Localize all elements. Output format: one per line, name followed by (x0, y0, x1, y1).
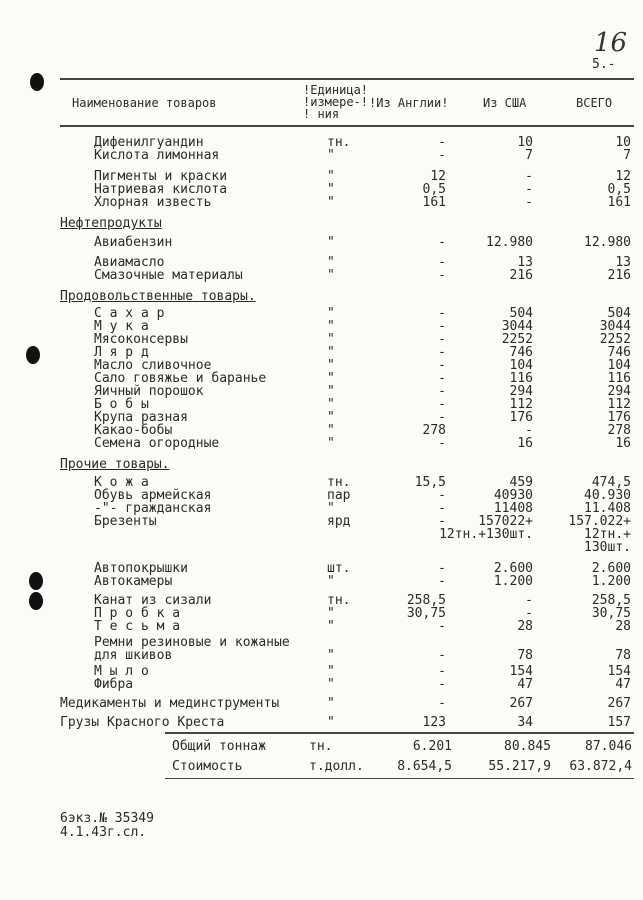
item-unit: пар (327, 488, 351, 503)
item-name: Автокамеры (94, 574, 173, 589)
item-total: 2252 (599, 332, 631, 347)
item-total: 154 (607, 664, 631, 679)
item-total: 47 (615, 677, 631, 692)
item-total: 12 (615, 169, 631, 184)
section-heading: Прочие товары. (60, 457, 170, 472)
item-usa: 504 (509, 306, 533, 321)
item-usa: - (525, 169, 533, 184)
item-usa: 294 (509, 384, 533, 399)
item-total: 10 (615, 135, 631, 150)
item-england: - (438, 332, 446, 347)
item-usa: 116 (509, 371, 533, 386)
handwritten-page-number: 16 (594, 28, 628, 58)
item-name: Натриевая кислота (94, 182, 228, 197)
item-total: 13 (615, 255, 631, 270)
item-unit: " (327, 648, 335, 663)
item-total: 7 (623, 148, 631, 163)
item-england: - (438, 135, 446, 150)
item-usa: 157022+ (478, 514, 533, 529)
item-name: Семена огородные (94, 436, 220, 451)
item-name: Дифенилгуандин (94, 135, 204, 150)
item-usa: 47 (517, 677, 533, 692)
item-total: 116 (607, 371, 631, 386)
item-england: - (438, 358, 446, 373)
item-usa: - (525, 606, 533, 621)
item-name: -"- гражданская (94, 501, 212, 516)
section-heading: Продовольственные товары. (60, 289, 256, 304)
punch-hole (29, 572, 43, 590)
total-total: 87.046 (585, 739, 632, 754)
item-unit: " (327, 619, 335, 634)
total-label: Стоимость (172, 759, 243, 774)
header-unit: !Единица! !измере-! ! ния (303, 83, 369, 121)
item-usa: 2.600 (493, 561, 533, 576)
item-usa: 104 (509, 358, 533, 373)
item-unit: ярд (327, 514, 351, 529)
item-england: 278 (422, 423, 446, 438)
total-total: 63.872,4 (569, 759, 632, 774)
table-top-rule (60, 78, 634, 80)
item-unit: " (327, 306, 335, 321)
item-name: Авиамасло (94, 255, 165, 270)
item-name: Грузы Красного Креста (60, 715, 225, 730)
item-england: - (438, 574, 446, 589)
item-usa: 28 (517, 619, 533, 634)
item-england: - (438, 371, 446, 386)
item-total: 216 (607, 268, 631, 283)
item-name: Пигменты и краски (94, 169, 228, 184)
section-heading: Нефтепродукты (60, 216, 162, 231)
item-name: Мясоконсервы (94, 332, 188, 347)
footer-date: 4.1.43г.сл. (60, 825, 147, 840)
item-usa: 2252 (501, 332, 533, 347)
item-england: - (438, 488, 446, 503)
item-usa: 13 (517, 255, 533, 270)
item-unit: " (327, 255, 335, 270)
item-england: - (438, 677, 446, 692)
item-name: Обувь армейская (94, 488, 212, 503)
item-unit: тн. (327, 135, 351, 150)
item-unit: " (327, 182, 335, 197)
item-england: - (438, 410, 446, 425)
item-total: 78 (615, 648, 631, 663)
item-usa: 112 (509, 397, 533, 412)
item-unit: " (327, 332, 335, 347)
item-name: Канат из сизали (94, 593, 212, 608)
item-name: П р о б к а (94, 606, 181, 621)
total-label: Общий тоннаж (172, 739, 266, 754)
item-total: 474,5 (591, 475, 631, 490)
item-unit: " (327, 235, 335, 250)
item-usa: 176 (509, 410, 533, 425)
item-name: Крупа разная (94, 410, 188, 425)
item-england: - (438, 268, 446, 283)
item-unit: " (327, 606, 335, 621)
item-england: - (438, 619, 446, 634)
item-name: Авиабензин (94, 235, 173, 250)
item-unit: " (327, 574, 335, 589)
item-england: 0,5 (422, 182, 446, 197)
total-unit: тн. (309, 739, 333, 754)
item-name: С а х а р (94, 306, 165, 321)
item-unit: " (327, 397, 335, 412)
item-unit: тн. (327, 593, 351, 608)
item-name: Т е с ь м а (94, 619, 181, 634)
item-usa: 746 (509, 345, 533, 360)
item-usa: 40930 (493, 488, 533, 503)
item-name: Ремни резиновые и кожаные (94, 635, 290, 650)
item-usa: 12тн.+130шт. (439, 527, 533, 542)
item-name: М у к а (94, 319, 149, 334)
item-unit: " (327, 664, 335, 679)
item-name: Фибра (94, 677, 134, 692)
item-england: 15,5 (414, 475, 446, 490)
item-total: 104 (607, 358, 631, 373)
total-usa: 80.845 (504, 739, 551, 754)
header-england: !Из Англии! (369, 96, 449, 110)
total-unit: т.долл. (309, 759, 364, 774)
header-total: ВСЕГО (576, 96, 613, 110)
item-total: 11.408 (584, 501, 631, 516)
item-total: 12тн.+ (584, 527, 631, 542)
item-unit: " (327, 371, 335, 386)
item-name: Сало говяжье и баранье (94, 371, 267, 386)
punch-hole (30, 73, 44, 91)
total-england: 8.654,5 (397, 759, 452, 774)
item-total: 3044 (599, 319, 631, 334)
item-usa: 216 (509, 268, 533, 283)
item-unit: " (327, 345, 335, 360)
item-england: - (438, 514, 446, 529)
item-england: 12 (430, 169, 446, 184)
item-unit: " (327, 696, 335, 711)
punch-hole (26, 346, 40, 364)
item-total: 157.022+ (568, 514, 631, 529)
item-name: Медикаменты и мединструменты (60, 696, 280, 711)
punch-hole (29, 592, 43, 610)
item-name: Брезенты (94, 514, 157, 529)
item-unit: " (327, 410, 335, 425)
item-usa: 7 (525, 148, 533, 163)
item-unit: " (327, 677, 335, 692)
item-unit: " (327, 384, 335, 399)
item-usa: 459 (509, 475, 533, 490)
item-england: - (438, 648, 446, 663)
item-usa: - (525, 195, 533, 210)
item-name: К о ж а (94, 475, 149, 490)
item-england: 30,75 (406, 606, 446, 621)
item-unit: " (327, 436, 335, 451)
item-england: 161 (422, 195, 446, 210)
item-england: - (438, 235, 446, 250)
item-unit: " (327, 169, 335, 184)
item-total: 0,5 (607, 182, 631, 197)
item-total: 294 (607, 384, 631, 399)
item-unit: " (327, 319, 335, 334)
item-total: 504 (607, 306, 631, 321)
item-england: 258,5 (406, 593, 446, 608)
item-total: 267 (607, 696, 631, 711)
page-number: 5.- (592, 57, 616, 72)
item-name: Хлорная известь (94, 195, 212, 210)
item-total: 28 (615, 619, 631, 634)
total-usa: 55.217,9 (488, 759, 551, 774)
item-england: - (438, 384, 446, 399)
footer-copies: 6экз.№ 35349 (60, 811, 154, 826)
item-total: 130шт. (584, 540, 631, 555)
item-usa: 267 (509, 696, 533, 711)
item-name: Смазочные материалы (94, 268, 243, 283)
item-unit: " (327, 358, 335, 373)
item-unit: " (327, 195, 335, 210)
item-england: 123 (422, 715, 446, 730)
item-name: Масло сливочное (94, 358, 212, 373)
totals-rule (165, 732, 634, 734)
total-england: 6.201 (412, 739, 452, 754)
item-total: 30,75 (591, 606, 631, 621)
item-unit: " (327, 148, 335, 163)
item-usa: 11408 (493, 501, 533, 516)
item-total: 12.980 (584, 235, 631, 250)
item-name: Какао-бобы (94, 423, 173, 438)
totals-bottom-rule (165, 778, 634, 779)
item-england: - (438, 255, 446, 270)
item-england: - (438, 501, 446, 516)
item-usa: 10 (517, 135, 533, 150)
item-usa: 3044 (501, 319, 533, 334)
item-england: - (438, 306, 446, 321)
item-england: - (438, 664, 446, 679)
item-name: Автопокрышки (94, 561, 188, 576)
header-name: Наименование товаров (72, 96, 217, 110)
item-unit: " (327, 423, 335, 438)
item-usa: - (525, 593, 533, 608)
item-unit: " (327, 501, 335, 516)
item-unit: " (327, 715, 335, 730)
header-bottom-rule (60, 125, 634, 127)
item-total: 16 (615, 436, 631, 451)
item-total: 112 (607, 397, 631, 412)
item-total: 176 (607, 410, 631, 425)
item-total: 161 (607, 195, 631, 210)
item-england: - (438, 696, 446, 711)
item-england: - (438, 148, 446, 163)
item-england: - (438, 397, 446, 412)
item-england: - (438, 561, 446, 576)
item-total: 278 (607, 423, 631, 438)
item-england: - (438, 319, 446, 334)
item-unit: шт. (327, 561, 351, 576)
item-usa: 78 (517, 648, 533, 663)
item-usa: 12.980 (486, 235, 533, 250)
item-total: 746 (607, 345, 631, 360)
item-england: - (438, 436, 446, 451)
item-usa: - (525, 423, 533, 438)
item-name: М ы л о (94, 664, 149, 679)
item-name: Л я р д (94, 345, 149, 360)
item-name: для шкивов (94, 648, 173, 663)
item-total: 2.600 (591, 561, 631, 576)
item-usa: 34 (517, 715, 533, 730)
item-name: Яичный порошок (94, 384, 204, 399)
item-name: Б о б ы (94, 397, 149, 412)
item-total: 1.200 (591, 574, 631, 589)
header-usa: Из США (483, 96, 527, 110)
item-total: 40.930 (584, 488, 631, 503)
item-total: 157 (607, 715, 631, 730)
item-usa: 154 (509, 664, 533, 679)
item-name: Кислота лимонная (94, 148, 220, 163)
item-england: - (438, 345, 446, 360)
item-unit: тн. (327, 475, 351, 490)
item-total: 258,5 (591, 593, 631, 608)
item-usa: 16 (517, 436, 533, 451)
item-usa: - (525, 182, 533, 197)
item-usa: 1.200 (493, 574, 533, 589)
item-unit: " (327, 268, 335, 283)
